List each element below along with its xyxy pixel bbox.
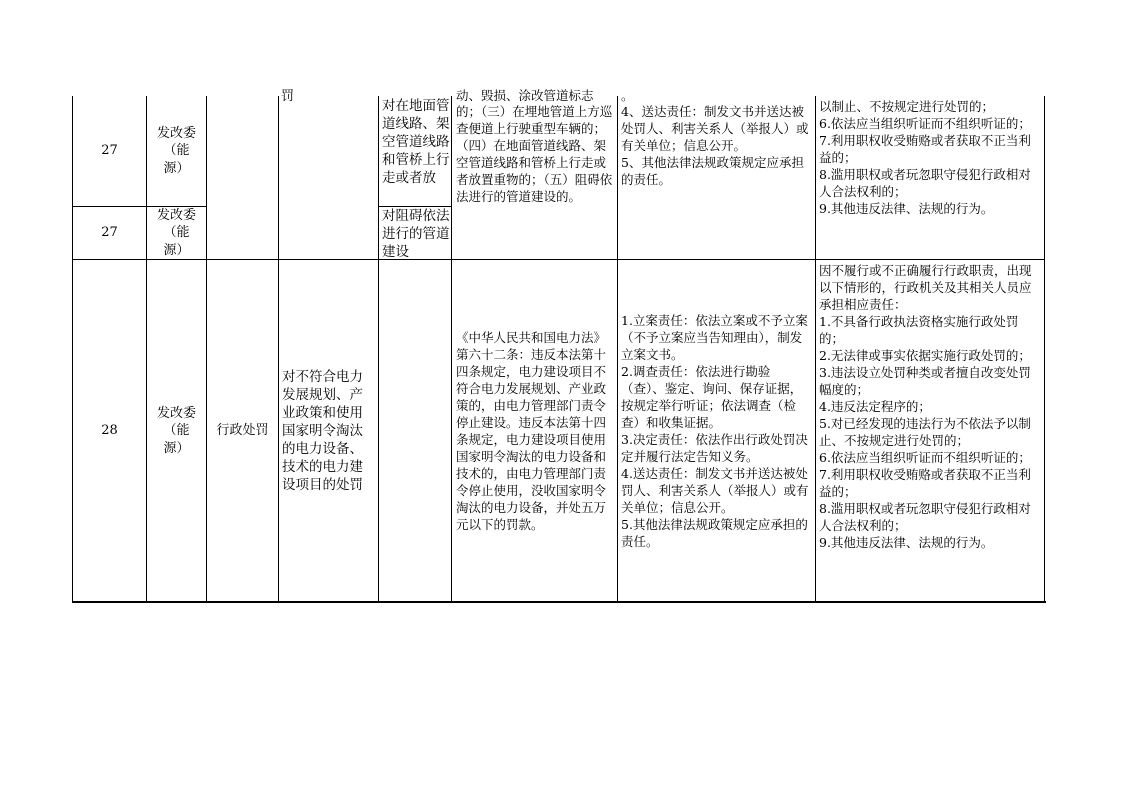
duties-top: 。 xyxy=(621,88,634,103)
department: 发改委 （能 源） xyxy=(146,206,206,259)
table-bottom-border xyxy=(72,601,1046,603)
item-cell xyxy=(278,259,378,602)
legal-basis: 《中华人民共和国电力法》第六十二条：违反本法第十四条规定，电力建设项目不符合电力发展规划、产业政策的，由电力管理部门责令停止建设。违反本法第十四条规定，电力建设项目使用国家明令淘汰的电力设备和技术的，由电力管理部门责令停止使用，没收国家明令淘汰的电力设备，并处五万元以下的罚款。 xyxy=(456,330,607,532)
duties-cell xyxy=(617,88,815,259)
accountability: 以制止、不按规定进行处罚的； 6.依法应当组织听证而不组织听证的； 7.利用职权收受贿赂或者获取不正当利益的； 8.滥用职权或者玩忽职守侵犯行政相对人合法权利的； 9.其他违反法律、法规的行为。 xyxy=(819,99,1031,216)
row-number: 27 xyxy=(72,96,146,206)
row-number: 28 xyxy=(72,259,146,602)
item-name: 对不符合电力发展规划、产业政策和使用国家明令淘汰的电力设备、技术的电力建设项目的处罚 xyxy=(282,369,363,493)
item-cell xyxy=(278,89,378,259)
duties: 1.立案责任：依法立案或不予立案（不予立案应当告知理由），制发立案文书。 2.调查责任：依法进行勘验（查）、鉴定、询问、保存证据，按规定举行听证；依法调查（检查）和收集证据。 3.决定责任：依法作出行政处罚决定并履行法定告知义务。 4.送达责任：制发文书并送达被处罚人、利害关系人（举报人）或有关单位；信息公开。 5.其他法律法规政策规定应承担的责任。 xyxy=(621,313,809,549)
legal-basis: 的；（三）在埋地管道上方巡查便道上行驶重型车辆的；（四）在地面管道线路、架空管道线路和管桥上行走或者放置重物的；（五）阻碍依法进行的管道建设的。 xyxy=(456,104,613,204)
sub-item: 对阻碍依法进行的管道建设 xyxy=(378,206,451,259)
category-cell xyxy=(206,96,278,259)
department: 发改委 （能 源） xyxy=(146,259,206,602)
department: 发改委 （能 源） xyxy=(146,96,206,206)
legal-basis-cell xyxy=(451,88,617,259)
duties: 4、送达责任：制发文书并送达被处罚人、利害关系人（举报人）或有关单位；信息公开。 5、其他法律法规政策规定应承担的责任。 xyxy=(621,104,809,187)
item-tail: 罚 xyxy=(281,89,295,104)
legal-basis-top: 动、毁损、涂改管道标志 xyxy=(456,88,594,103)
category: 行政处罚 xyxy=(206,259,278,602)
row-number: 27 xyxy=(72,206,146,259)
accountability-cell xyxy=(815,96,1045,259)
legal-basis-cell xyxy=(451,259,617,602)
accountability: 因不履行或不正确履行行政职责，出现以下情形的，行政机关及其相关人员应承担相应责任： 1.不具备行政执法资格实施行政处罚的； 2.无法律或事实依据实施行政处罚的； 3.违法设立处罚种类或者擅自改变处罚幅度的； 4.违反法定程序的； 5.对已经发现的违法行为不依法予以制止、不按规定进行处罚的； 6.依法应当组织听证而不组织听证的； 7.利用职权收受贿赂或者获取不正当利益的； 8.滥用职权或者玩忽职守侵犯行政相对人合法权利的； 9.其他违反法律、法规的行为。 xyxy=(819,263,1032,550)
sub-item: 对在地面管道线路、架空管道线路和管桥上行走或者放 xyxy=(378,96,451,206)
accountability-cell xyxy=(815,259,1045,602)
sub-item-cell xyxy=(378,259,451,602)
duties-cell xyxy=(617,259,815,602)
